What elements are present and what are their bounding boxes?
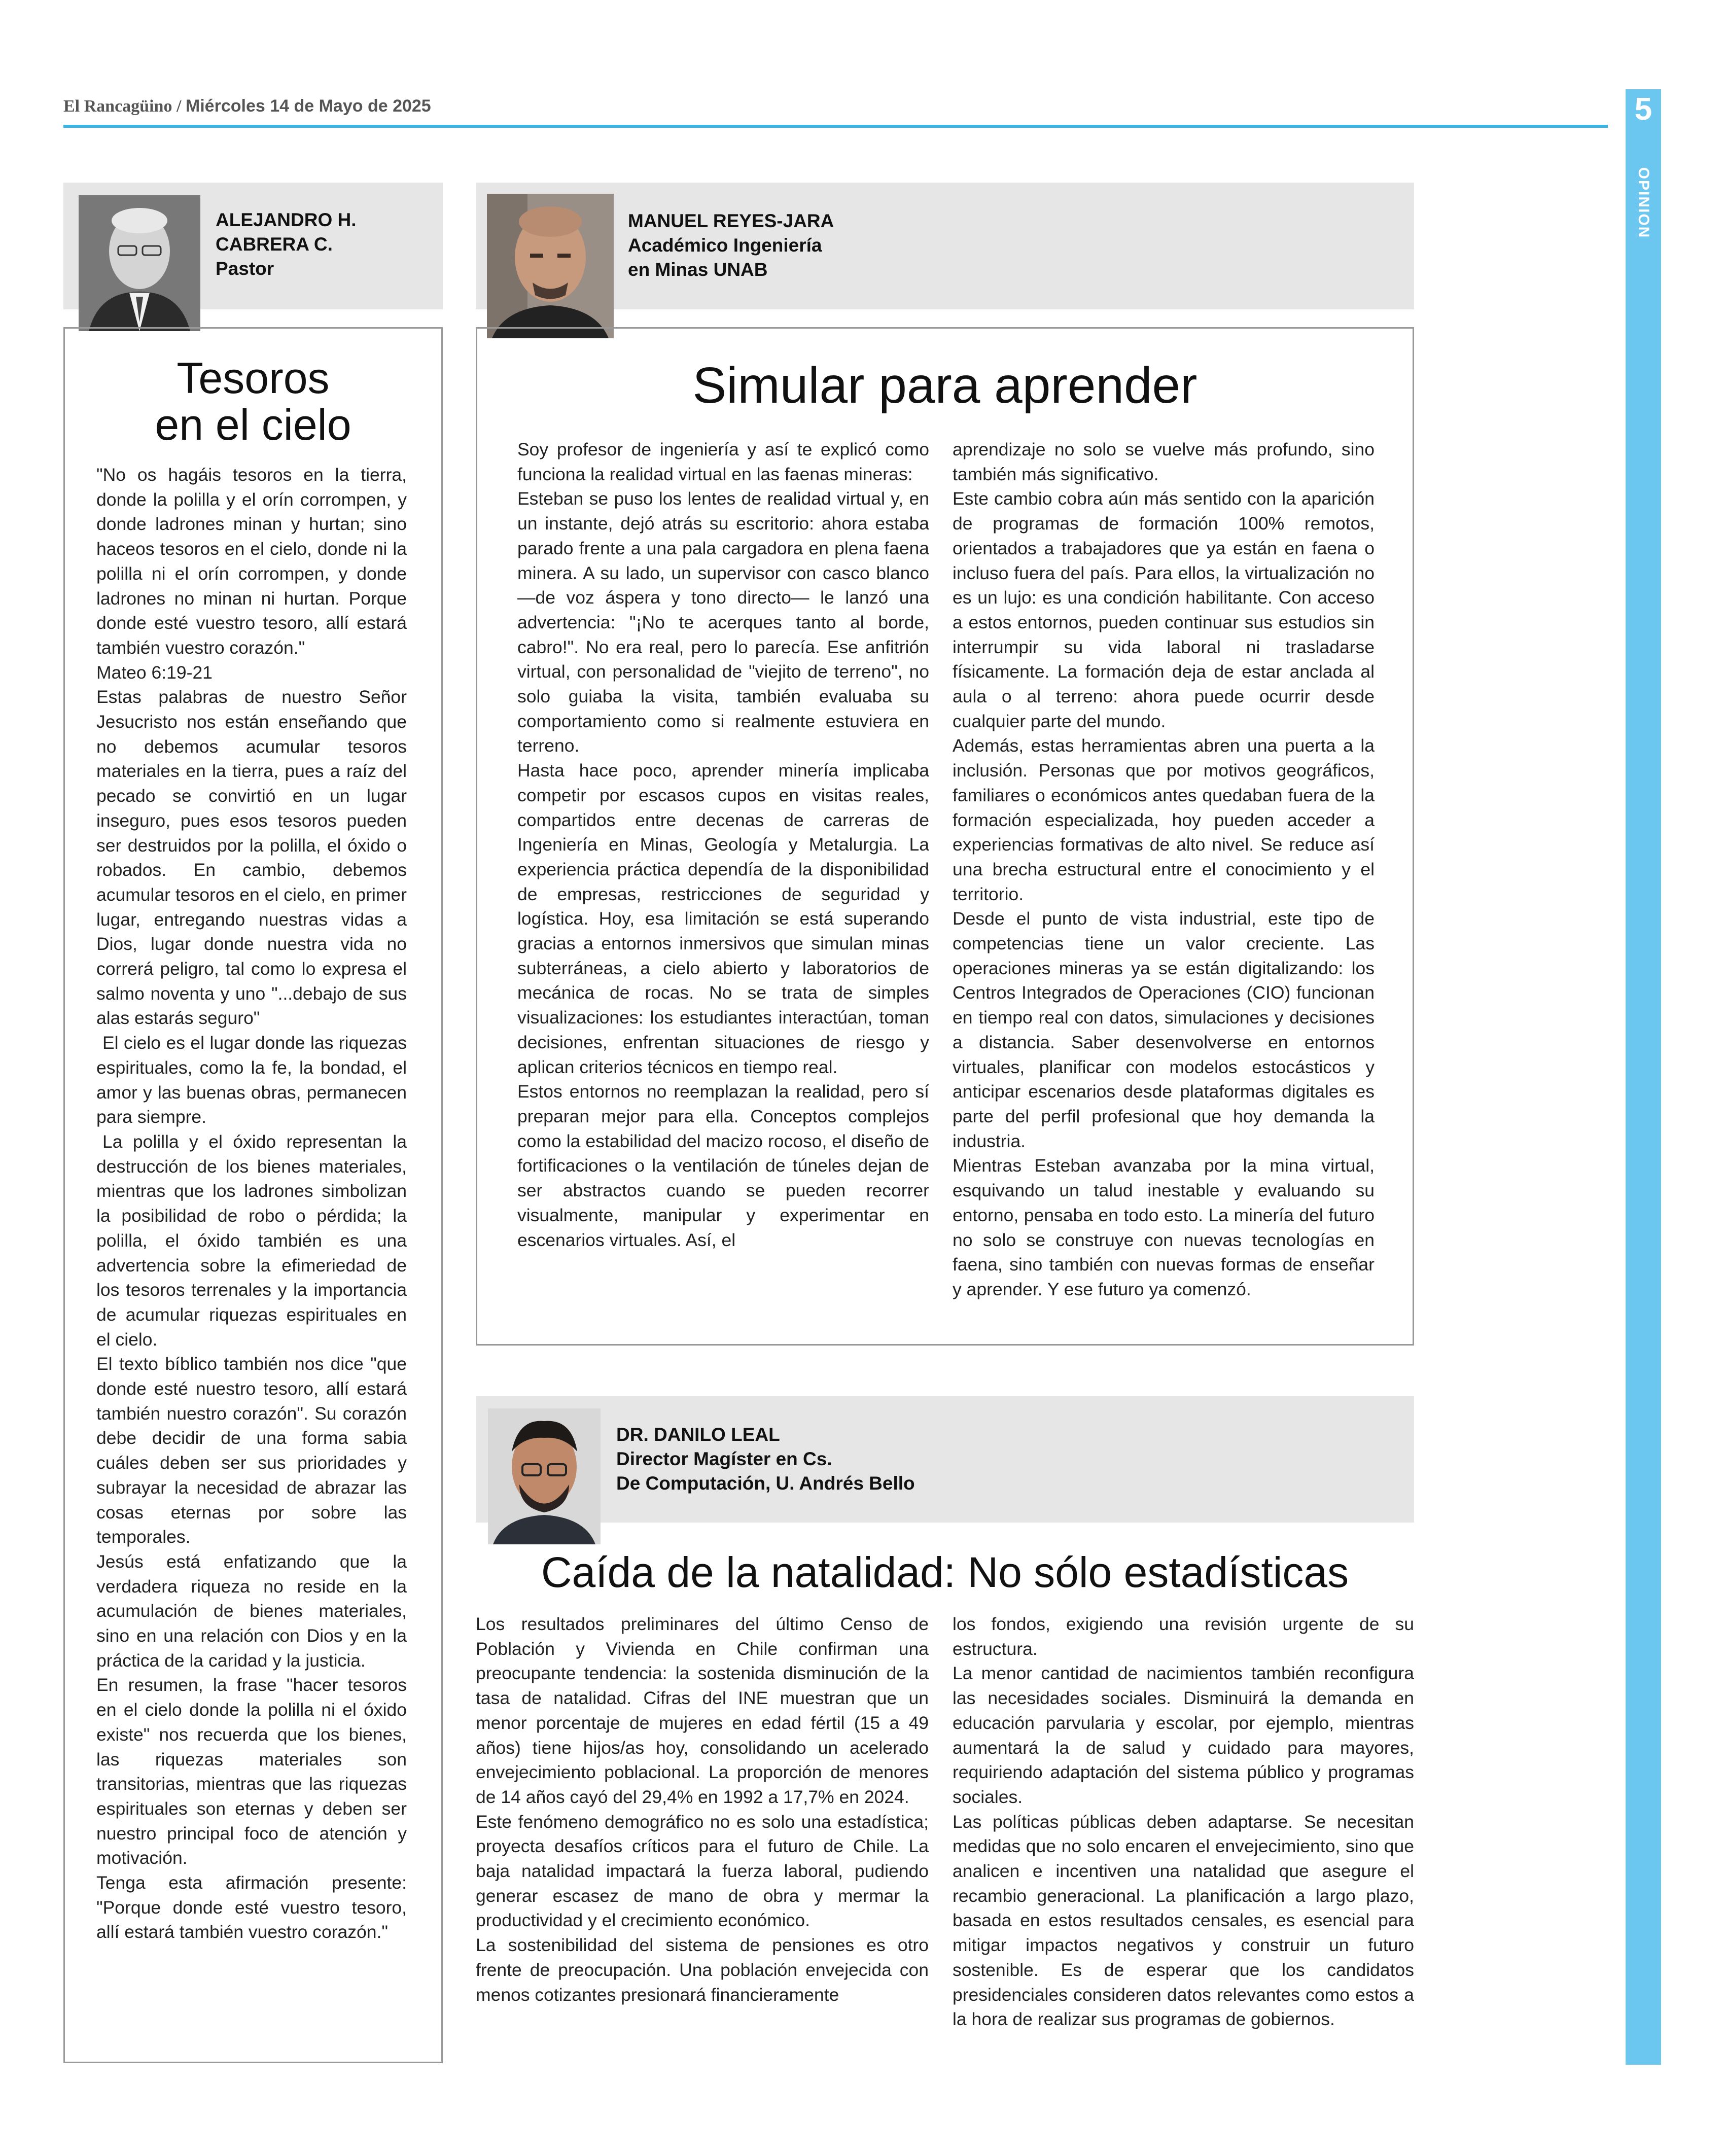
- paragraph: Soy profesor de ingeniería y así te explicó como funciona la realidad virtual en las faenas mineras:: [517, 439, 929, 484]
- page-header: [63, 96, 431, 116]
- page-number: 5: [1634, 92, 1652, 127]
- section-label: [1626, 152, 1661, 254]
- article-title-natalidad: Caída de la natalidad: No sólo estadísticas: [541, 1548, 1349, 1596]
- portrait-illustration: [487, 194, 614, 338]
- author-photo-cabrera: [79, 195, 200, 331]
- paragraph: Estas palabras de nuestro Señor Jesucristo nos están enseñando que no debemos acumular tesoros materiales en la tierra, pues a raíz del pecado se convirtió en un lugar inseguro, pues esos tesoros pueden ser destruidos por la polilla, el óxido o robados. En cambio, debemos acumular tesoros en el cielo, en primer lugar, entregando nuestras vidas a Dios, lugar donde nuestra vida no correrá peligro, tal como lo expresa el salmo noventa y uno "...debajo de sus alas estarás seguro": [96, 687, 407, 1029]
- paragraph: El texto bíblico también nos dice "que donde esté nuestro tesoro, allí estará también nuestro corazón". Su corazón debe decidir de una forma sabia cuáles deben ser sus prioridades y subrayar la necesidad de abrazar las cosas eternas por sobre las temporales.: [96, 1354, 407, 1547]
- paragraph: La menor cantidad de nacimientos también reconfigura las necesidades sociales. Disminuirá la demanda en educación parvularia y escolar, por ejemplo, mientras aumentará la de salud y cuidado para mayores, requiriendo adaptación del sistema público y programas sociales.: [953, 1663, 1414, 1807]
- article-column-simular-1: [517, 437, 929, 1252]
- section-name: OPINION: [1635, 167, 1652, 239]
- author-photo-reyes: [487, 194, 614, 338]
- paragraph: los fondos, exigiendo una revisión urgente de su estructura.: [953, 1614, 1414, 1659]
- paragraph: Los resultados preliminares del último Censo de Población y Vivienda en Chile confirman una preocupante tendencia: la sostenida disminución de la tasa de natalidad. Cifras del INE muestran que un menor porcentaje de mujeres en edad fértil (15 a 49 años) tiene hijos/as hoy, consolidando un acelerado envejecimiento poblacional. La proporción de menores de 14 años cayó del 29,4% en 1992 a 17,7% en 2024.: [476, 1614, 929, 1807]
- paragraph: El cielo es el lugar donde las riquezas espirituales, como la fe, la bondad, el amor y las buenas obras, permanecen para siempre.: [96, 1033, 407, 1127]
- author-byline-reyes: [628, 209, 834, 282]
- author-name: MANUEL REYES-JARA: [628, 210, 834, 231]
- header-rule: [63, 125, 1608, 128]
- article-title-simular: Simular para aprender: [692, 357, 1197, 414]
- paragraph: Mateo 6:19-21: [96, 662, 213, 683]
- paragraph: Este cambio cobra aún más sentido con la aparición de programas de formación 100% remotos, orientados a trabajadores que ya están en faena o incluso fuera del país. Para ellos, la virtualización no es un lujo: es una condición habilitante. Con acceso a estos entornos, pueden continuar sus estudios sin interrumpir su vida laboral ni trasladarse físicamente. La formación deja de estar anclada al aula o al terreno: ahora puede ocurrir desde cualquier parte del mundo.: [953, 488, 1375, 731]
- paragraph: Mientras Esteban avanzaba por la mina virtual, esquivando un talud inestable y evaluando su entorno, pensaba en todo esto. La minería del futuro no solo se construye con nuevas tecnologías en faena, sino también con nuevas formas de enseñar y aprender. Y ese futuro ya comenzó.: [953, 1155, 1375, 1299]
- author-box-reyes: [476, 183, 1414, 309]
- portrait-illustration: [79, 195, 200, 331]
- paragraph: aprendizaje no solo se vuelve más profundo, sino también más significativo.: [953, 439, 1375, 484]
- author-name-line1: ALEJANDRO H.: [216, 209, 357, 230]
- title-line1: Tesoros: [177, 354, 330, 403]
- article-title-tesoros: [66, 355, 440, 448]
- author-name-line2: CABRERA C.: [216, 234, 333, 255]
- article-column-natalidad-2: [953, 1612, 1414, 2032]
- section-sidebar: [1626, 89, 1661, 2065]
- article-column-simular-2: [953, 437, 1375, 1302]
- paragraph: Este fenómeno demográfico no es solo una estadística; proyecta desafíos críticos para el futuro de Chile. La baja natalidad impactará la fuerza laboral, pudiendo generar escasez de mano de obra y mermar la productividad y el crecimiento económico.: [476, 1811, 929, 1931]
- paragraph: Además, estas herramientas abren una puerta a la inclusión. Personas que por motivos geográficos, familiares o económicos antes quedaban fuera de la formación especializada, hoy pueden acceder a experiencias formativas de alto nivel. Se reduce así una brecha estructural entre el conocimiento y el territorio.: [953, 735, 1375, 904]
- author-role-line2: en Minas UNAB: [628, 259, 768, 280]
- paragraph: "No os hagáis tesoros en la tierra, donde la polilla y el orín corrompen, y donde ladrones minan y hurtan; sino haceos tesoros en el cielo, donde ni la polilla ni el orín corrompen, y donde ladrones no minan ni hurtan. Porque donde esté vuestro tesoro, allí estará también vuestro corazón.": [96, 465, 407, 658]
- portrait-illustration: [488, 1408, 601, 1544]
- header-separator: /: [172, 97, 186, 116]
- paragraph: Jesús está enfatizando que la verdadera riqueza no reside en la acumulación de bienes materiales, sino en una relación con Dios y en la práctica de la caridad y la justicia.: [96, 1551, 407, 1671]
- paragraph: La sostenibilidad del sistema de pensiones es otro frente de preocupación. Una población envejecida con menos cotizantes presionará financieramente: [476, 1935, 929, 2005]
- newspaper-name: El Rancagüino: [63, 97, 172, 116]
- paragraph: En resumen, la frase "hacer tesoros en el cielo donde la polilla ni el óxido existe" nos recuerda que los bienes, las riquezas materiales son transitorias, mientras que las riquezas espirituales son eternas y deben ser nuestro principal foco de atención y motivación.: [96, 1675, 407, 1868]
- author-role-line1: Director Magíster en Cs.: [616, 1448, 832, 1469]
- author-role-line2: De Computación, U. Andrés Bello: [616, 1473, 915, 1494]
- paragraph: La polilla y el óxido representan la destrucción de los bienes materiales, mientras que los ladrones simbolizan la posibilidad de robo o pérdida; la polilla, el óxido también es una advertencia sobre la efimeriedad de los tesoros terrenales y la importancia de acumular riquezas espirituales en el cielo.: [96, 1131, 407, 1350]
- author-name: DR. DANILO LEAL: [616, 1424, 780, 1445]
- author-role: Pastor: [216, 258, 274, 279]
- paragraph: Tenga esta afirmación presente: "Porque donde esté vuestro tesoro, allí estará también vuestro corazón.": [96, 1872, 407, 1942]
- issue-date: Miércoles 14 de Mayo de 2025: [185, 96, 431, 116]
- paragraph: Estos entornos no reemplazan la realidad, pero sí preparan mejor para ella. Conceptos complejos como la estabilidad del macizo rocoso, el diseño de fortificaciones o la ventilación de túneles dejan de ser abstractos cuando se pueden recorrer visualmente, manipular y experimentar en escenarios virtuales. Así, el: [517, 1081, 929, 1250]
- article-body-tesoros: [96, 463, 407, 1945]
- paragraph: Hasta hace poco, aprender minería implicaba competir por escasos cupos en visitas reales, compartidos entre decenas de carreras de Ingeniería en Minas, Geología y Metalurgia. La experiencia práctica dependía de la disponibilidad de empresas, restricciones de seguridad y logística. Hoy, esa limitación se está superando gracias a entornos inmersivos que simulan minas subterráneas, a cielo abierto y laboratorios de mecánica de rocas. No se trata de simples visualizaciones: los estudiantes interactúan, toman decisiones, enfrentan situaciones de riesgo y aplican criterios técnicos en tiempo real.: [517, 760, 929, 1077]
- author-photo-leal: [488, 1408, 601, 1544]
- article-column-natalidad-1: [476, 1612, 929, 2007]
- author-byline-cabrera: [216, 208, 357, 281]
- author-byline-leal: [616, 1423, 915, 1496]
- paragraph: Esteban se puso los lentes de realidad virtual y, en un instante, dejó atrás su escritorio: ahora estaba parado frente a una pala cargadora en plena faena minera. A su lado, un supervisor con casco blanco —de voz áspera y tono directo— le lanzó una advertencia: "¡No te acerques tanto al borde, cabro!". No era real, pero lo parecía. Ese anfitrión virtual, con personalidad de "viejito de terreno", no solo guiaba la visita, también evaluaba su comportamiento como si realmente estuviera en terreno.: [517, 488, 929, 756]
- title-line2: en el cielo: [155, 401, 351, 449]
- author-role-line1: Académico Ingeniería: [628, 235, 822, 256]
- paragraph: Desde el punto de vista industrial, este tipo de competencias tiene un valor creciente. Las operaciones mineras ya se están digitalizando: los Centros Integrados de Operaciones (CIO) funcionan en tiempo real con datos, simulaciones y decisiones a distancia. Saber desenvolverse en entornos virtuales, planificar con modelos estocásticos y anticipar escenarios desde plataformas digitales es parte del perfil profesional que hoy demanda la industria.: [953, 908, 1375, 1151]
- paragraph: Las políticas públicas deben adaptarse. Se necesitan medidas que no solo encaren el envejecimiento, sino que analicen e incentiven una natalidad que asegure el recambio generacional. La planificación a largo plazo, basada en estos resultados censales, es esencial para mitigar impactos negativos y construir un futuro sostenible. Es de esperar que los candidatos presidenciales consideren datos relevantes como estos a la hora de realizar sus programas de gobiernos.: [953, 1811, 1414, 2030]
